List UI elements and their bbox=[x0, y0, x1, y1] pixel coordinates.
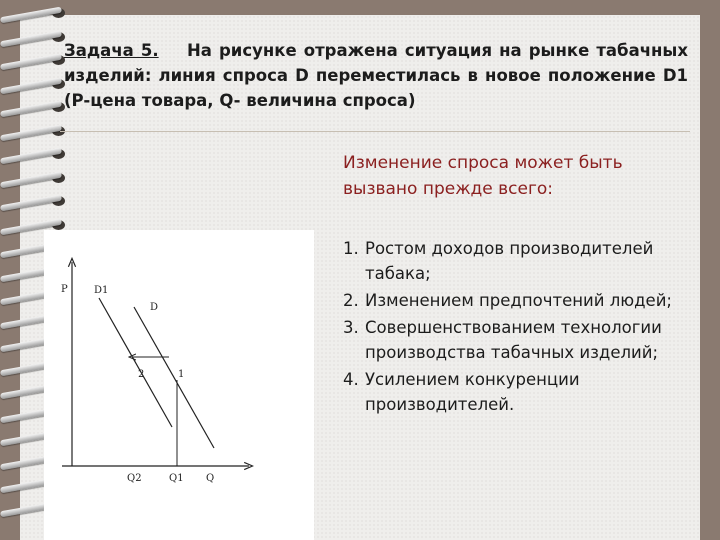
answer-item bbox=[343, 236, 713, 286]
task-statement bbox=[64, 38, 688, 113]
task-label: Задача 5. bbox=[64, 41, 159, 60]
binding-ring bbox=[0, 3, 70, 25]
y-axis-label: P bbox=[61, 284, 68, 295]
tick-q2-label: Q2 bbox=[127, 473, 142, 484]
binding-ring bbox=[0, 168, 70, 190]
binding-ring bbox=[0, 191, 70, 213]
question-text: Изменение спроса может быть вызвано прежде всего: bbox=[343, 153, 623, 199]
answer-text: Совершенствованием технологии производства табачных изделий; bbox=[365, 318, 662, 362]
point-1-label: 1 bbox=[178, 369, 185, 380]
demand-graph bbox=[44, 230, 314, 540]
binding-ring bbox=[0, 97, 70, 119]
curve-d1-label: D1 bbox=[94, 285, 109, 296]
answer-number: 1. bbox=[343, 239, 359, 258]
divider-line bbox=[60, 131, 690, 132]
binding-ring bbox=[0, 50, 70, 72]
demand-curve-d bbox=[134, 307, 214, 448]
answer-item bbox=[343, 315, 713, 365]
point-2-label: 2 bbox=[138, 369, 145, 380]
answer-text: Изменением предпочтений людей; bbox=[365, 291, 672, 310]
x-axis-label: Q bbox=[206, 473, 215, 484]
tick-q1-label: Q1 bbox=[169, 473, 184, 484]
answer-number: 3. bbox=[343, 318, 359, 337]
answer-text: Ростом доходов производителей табака; bbox=[365, 239, 654, 283]
answer-list bbox=[343, 236, 713, 419]
answer-text: Усилением конкуренции производителей. bbox=[365, 370, 580, 414]
answer-item bbox=[343, 288, 713, 313]
binding-ring bbox=[0, 144, 70, 166]
binding-ring bbox=[0, 27, 70, 49]
answer-number: 4. bbox=[343, 370, 359, 389]
answer-item bbox=[343, 367, 713, 417]
task-text: На рисунке отражена ситуация на рынке табачных изделий: линия спроса D переместилась в новое положение D1 (P-цена товара, Q- величина спроса) bbox=[64, 41, 688, 110]
demand-curve-d1 bbox=[99, 298, 172, 427]
binding-ring bbox=[0, 74, 70, 96]
answer-number: 2. bbox=[343, 291, 359, 310]
curve-d-label: D bbox=[150, 302, 159, 313]
